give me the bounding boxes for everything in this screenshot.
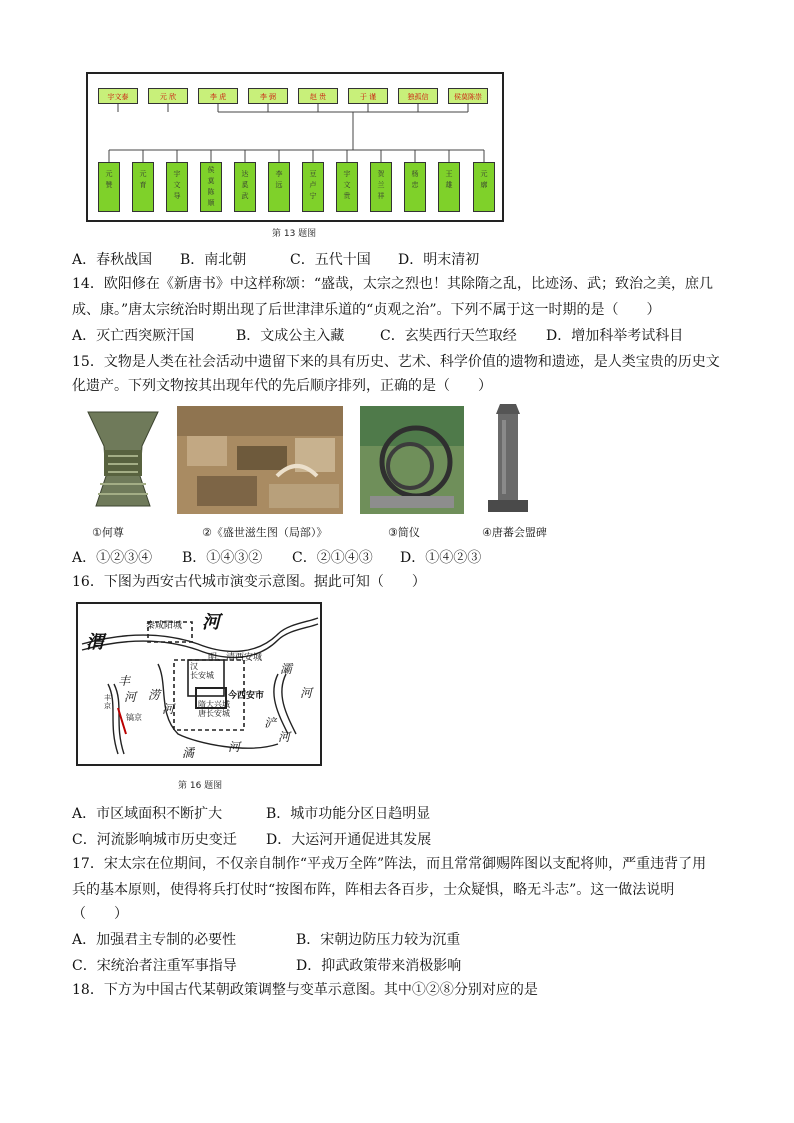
artifact-caption-2: ②《盛世滋生图（局部）》 <box>202 526 328 539</box>
map-label-jue: 潏 <box>182 746 195 760</box>
q17-stem-line-3: （ ） <box>72 906 128 922</box>
top-name-box: 于 谨 <box>348 88 388 104</box>
top-name-box: 元 欣 <box>148 88 188 104</box>
map-label-jinxian: 今西安市 <box>228 691 265 701</box>
q13-genealogy-diagram <box>86 72 504 222</box>
map-label-jue-he: 河 <box>228 740 241 754</box>
shengshi-zisheng-painting-image <box>177 406 343 514</box>
q15-option-b: B．①④③② <box>182 550 263 566</box>
q16-stem: 16．下图为西安古代城市演变示意图。据此可知（ ） <box>72 574 426 590</box>
q16-option-a: A．市区域面积不断扩大 <box>72 806 223 822</box>
xian-city-evolution-map <box>76 602 322 766</box>
q18-stem: 18．下方为中国古代某朝政策调整与变革示意图。其中①②⑧分别对应的是 <box>72 982 538 998</box>
map-label-mingqing: 明、清西安城 <box>208 653 263 663</box>
bottom-name-box: 王 雄 <box>438 162 460 212</box>
q16-figure-caption: 第 16 题图 <box>178 781 223 791</box>
q15-stem-line-1: 15．文物是人类在社会活动中遗留下来的具有历史、艺术、科学价值的遗物和遗迹，是人类宝贵的历史文 <box>72 354 720 370</box>
bottom-name-box: 豆 卢 宁 <box>302 162 324 212</box>
map-label-ba-he: 河 <box>300 686 313 700</box>
q17-option-b: B．宋朝边防压力较为沉重 <box>296 932 461 948</box>
q14-option-a: A．灭亡西突厥汗国 <box>72 328 195 344</box>
map-label-qin-xianyang: 秦咸阳城 <box>146 621 183 631</box>
q15-option-a: A．①②③④ <box>72 550 153 566</box>
map-label-feng-he: 河 <box>124 690 137 704</box>
bottom-name-box: 元 育 <box>132 162 154 212</box>
q13-option-d: D．明末清初 <box>398 252 480 268</box>
map-label-lao: 涝 <box>148 688 161 702</box>
top-name-box: 李 弼 <box>248 88 288 104</box>
q16-option-d: D．大运河开通促进其发展 <box>266 832 432 848</box>
q15-stem-line-2: 化遗产。下列文物按其出现年代的先后顺序排列，正确的是（ ） <box>72 378 492 394</box>
q16-option-b: B．城市功能分区日趋明显 <box>266 806 431 822</box>
map-label-chan-he: 河 <box>278 730 291 744</box>
q14-option-b: B．文成公主入藏 <box>236 328 345 344</box>
top-name-box: 侯莫陈崇 <box>448 88 488 104</box>
q13-option-c: C．五代十国 <box>290 252 371 268</box>
map-label-wei: 渭 <box>86 632 104 653</box>
artifact-caption-1: ①何尊 <box>92 526 124 539</box>
q17-option-c: C．宋统治者注重军事指导 <box>72 958 237 974</box>
top-name-box: 独孤信 <box>398 88 438 104</box>
q17-stem-line-2: 兵的基本原则，使得将兵打仗时“按图布阵，阵相去各百步，士众疑惧，略无斗志”。这一做法说明 <box>72 882 675 898</box>
top-name-box: 宇文泰 <box>98 88 138 104</box>
q15-option-d: D．①④②③ <box>400 550 482 566</box>
q17-option-a: A．加强君主专制的必要性 <box>72 932 237 948</box>
map-label-han: 汉 长安城 <box>190 662 214 680</box>
artifact-caption-4: ④唐蕃会盟碑 <box>482 526 547 539</box>
top-name-box: 赵 贵 <box>298 88 338 104</box>
bottom-name-box: 侯 莫 陈 顺 <box>200 162 222 212</box>
map-label-feng: 丰 <box>118 674 131 688</box>
bottom-name-box: 宇 文 贵 <box>336 162 358 212</box>
bottom-name-box: 杨 忠 <box>404 162 426 212</box>
q15-option-c: C．②①④③ <box>292 550 373 566</box>
bottom-name-box: 元 廓 <box>473 162 495 212</box>
map-label-haojing: 镐京 <box>126 713 142 722</box>
bronze-zun-image <box>78 406 168 514</box>
map-label-lao-he: 河 <box>162 702 175 716</box>
bottom-name-box: 李 远 <box>268 162 290 212</box>
top-name-box: 李 虎 <box>198 88 238 104</box>
q17-option-d: D．抑武政策带来消极影响 <box>296 958 462 974</box>
q16-option-c: C．河流影响城市历史变迁 <box>72 832 237 848</box>
q14-stem-line-1: 14．欧阳修在《新唐书》中这样称颂：“盛哉，太宗之烈也！其除隋之乱，比迹汤、武；致治之美，庶几 <box>72 276 713 292</box>
map-label-he: 河 <box>202 612 220 633</box>
q17-stem-line-1: 17．宋太宗在位期间，不仅亲自制作“平戎万全阵”阵法，而且常常御赐阵图以支配将帅，严重违背了用 <box>72 856 707 872</box>
artifact-caption-3: ③简仪 <box>388 526 420 539</box>
jianyi-armillary-image <box>360 406 464 514</box>
q13-figure-caption: 第 13 题图 <box>272 229 317 239</box>
bottom-name-box: 达 奚 武 <box>234 162 256 212</box>
map-label-ba: 灞 <box>280 662 293 676</box>
map-label-chan: 浐 <box>264 716 277 730</box>
bottom-name-box: 宇 文 导 <box>166 162 188 212</box>
bottom-name-box: 元 赞 <box>98 162 120 212</box>
q14-option-c: C．玄奘西行天竺取经 <box>380 328 517 344</box>
map-label-suidaxing: 隋大兴城 唐长安城 <box>198 700 230 718</box>
map-label-fengjing: 丰 京 <box>104 694 111 710</box>
q13-option-a: A．春秋战国 <box>72 252 153 268</box>
q13-option-b: B．南北朝 <box>180 252 247 268</box>
q14-stem-line-2: 成、康。”唐太宗统治时期出现了后世津津乐道的“贞观之治”。下列不属于这一时期的是（ ） <box>72 302 661 318</box>
bottom-name-box: 贺 兰 祥 <box>370 162 392 212</box>
tangbo-stele-image <box>480 400 536 514</box>
q14-option-d: D．增加科举考试科目 <box>546 328 684 344</box>
